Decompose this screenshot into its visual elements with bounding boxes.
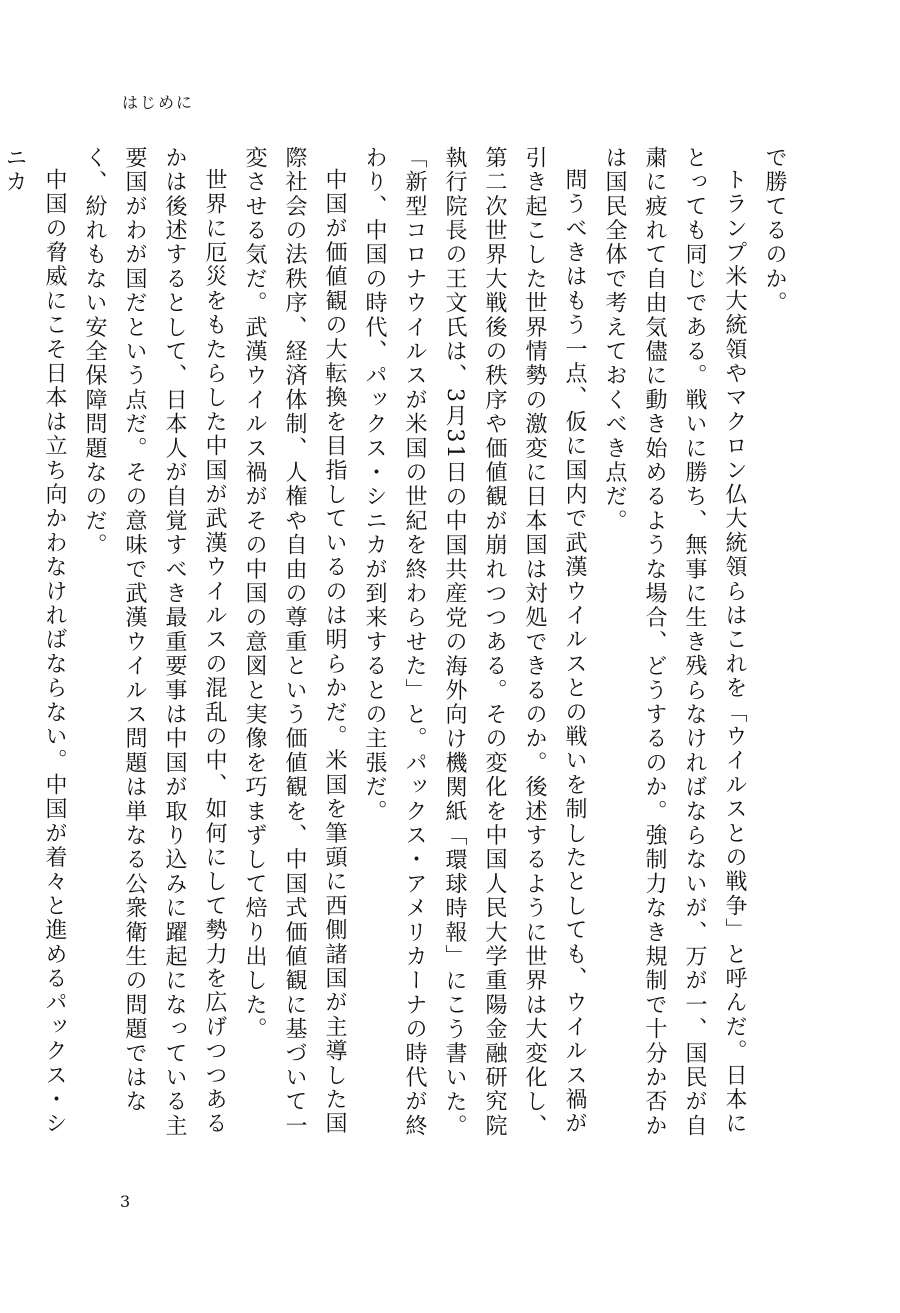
paragraph: 中国が価値観の大転換を目指しているのは明らかだ。米国を筆頭に西側諸国が主導した国際社会の法秩序、経済体制、人権や自由の尊重という価値観を、中国式価値観に基づいて一変させる気だ。武漢ウイルス禍がその中国の意図と実像を巧まずして焙り出した。 — [242, 146, 347, 1139]
paragraph: 中国の脅威にこそ日本は立ち向かわなければならない。中国が着々と進めるパックス・シニカ — [2, 146, 67, 1136]
paragraph: 世界に厄災をもたらした中国が武漢ウイルスの混乱の中、如何にして勢力を広げつつあるかは後述するとして、日本人が自覚すべき最重要事は中国が取り込みに躍起になっている主要国がわが国だという点だ。その意味で武漢ウイルス問題は単なる公衆衛生の問題ではなく、紛れもない安全保障問題なのだ。 — [82, 146, 227, 1139]
paragraph: で勝てるのか。 — [762, 146, 787, 316]
paragraph: トランプ米大統領やマクロン仏大統領らはこれを「ウイルスとの戦争」と呼んだ。日本にとっても同じである。戦いに勝ち、無事に生き残らなければならないが、万が一、国民が自粛に疲れて自由気儘に動き始めるような場合、どうするのか。強制力なき規制で十分か否かは国民全体で考えておくべき点だ。 — [602, 146, 747, 1139]
body-text — [2, 146, 794, 1146]
paragraph: 問うべきはもう一点、仮に国内で武漢ウイルスとの戦いを制したとしても、ウイルス禍が引き起こした世界情勢の激変に日本国は対処できるのか。後述するように世界は大変化し、第二次世界大戦後の秩序や価値観が崩れつつある。その変化を中国人民大学重陽金融研究院執行院長の王文氏は、3月31日の中国共産党の海外向け機関紙「環球時報」にこう書いた。「新型コロナウイルスが米国の世紀を終わらせた」と。パックス・アメリカーナの時代が終わり、中国の時代、パックス・シニカが到来するとの主張だ。 — [362, 146, 587, 1139]
page-number: 3 — [120, 1192, 131, 1211]
running-head: はじめに — [122, 93, 195, 112]
